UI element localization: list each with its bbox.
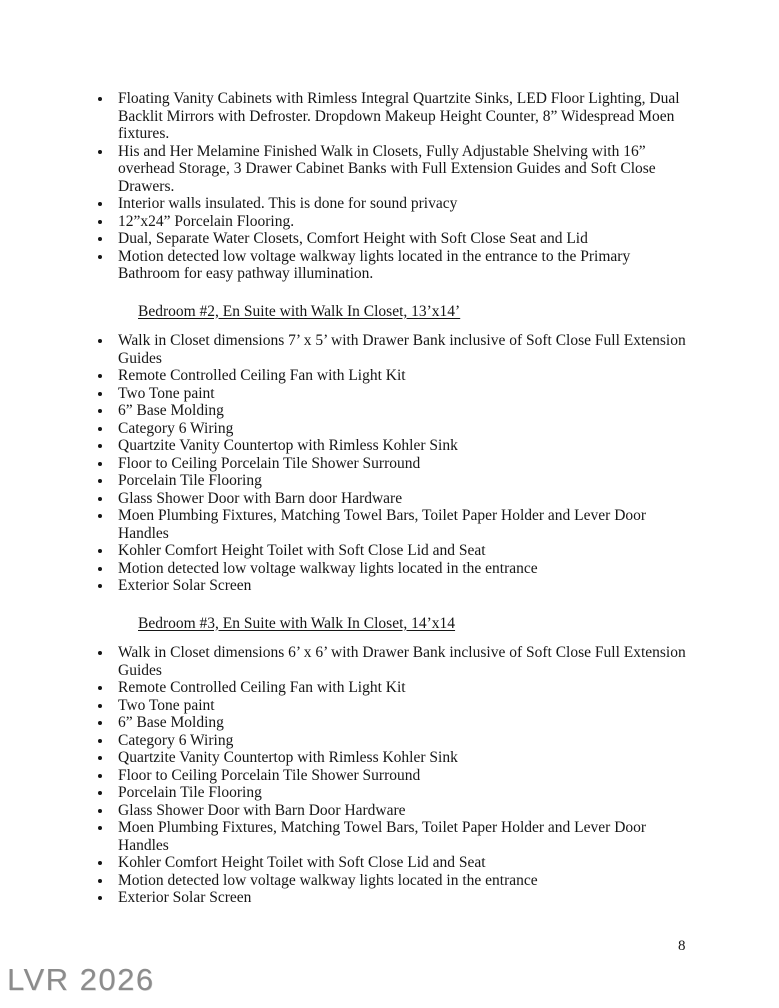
document-content <box>92 90 692 907</box>
page-number: 8 <box>678 938 686 954</box>
list-item: • Category 6 Wiring <box>113 732 692 750</box>
list-item: • 6” Base Molding <box>113 402 692 420</box>
list-item: • Moen Plumbing Fixtures, Matching Towel Bars, Toilet Paper Holder and Lever Door Handles <box>113 819 692 854</box>
bullet-list <box>92 332 692 595</box>
list-item: • Category 6 Wiring <box>113 420 692 438</box>
list-item: • Motion detected low voltage walkway lights located in the entrance to the Primary Bathroom for easy pathway illumination. <box>113 248 692 283</box>
bullet-list <box>92 90 692 283</box>
bullet-list <box>92 644 692 907</box>
list-item: • Motion detected low voltage walkway lights located in the entrance <box>113 560 692 578</box>
list-item: • Quartzite Vanity Countertop with Rimless Kohler Sink <box>113 437 692 455</box>
list-item: • Glass Shower Door with Barn door Hardware <box>113 490 692 508</box>
list-item: • Exterior Solar Screen <box>113 889 692 907</box>
section-heading: Bedroom #3, En Suite with Walk In Closet, 14’x14 <box>138 614 456 632</box>
list-item: • Motion detected low voltage walkway lights located in the entrance <box>113 872 692 890</box>
list-item: • Walk in Closet dimensions 7’ x 5’ with Drawer Bank inclusive of Soft Close Full Extension Guides <box>113 332 692 367</box>
section-heading: Bedroom #2, En Suite with Walk In Closet, 13’x14’ <box>138 302 461 320</box>
list-item: • Floor to Ceiling Porcelain Tile Shower Surround <box>113 767 692 785</box>
list-item: • Remote Controlled Ceiling Fan with Light Kit <box>113 367 692 385</box>
list-item: • Remote Controlled Ceiling Fan with Light Kit <box>113 679 692 697</box>
list-item: • Quartzite Vanity Countertop with Rimless Kohler Sink <box>113 749 692 767</box>
list-item: • Glass Shower Door with Barn Door Hardware <box>113 802 692 820</box>
list-item: • Floor to Ceiling Porcelain Tile Shower Surround <box>113 455 692 473</box>
list-item: • Kohler Comfort Height Toilet with Soft Close Lid and Seat <box>113 542 692 560</box>
list-item: • Porcelain Tile Flooring <box>113 784 692 802</box>
list-item: • Exterior Solar Screen <box>113 577 692 595</box>
list-item: • Dual, Separate Water Closets, Comfort Height with Soft Close Seat and Lid <box>113 230 692 248</box>
list-item: • Moen Plumbing Fixtures, Matching Towel Bars, Toilet Paper Holder and Lever Door Handles <box>113 507 692 542</box>
list-item: • Two Tone paint <box>113 385 692 403</box>
list-item: • 6” Base Molding <box>113 714 692 732</box>
list-item: • Two Tone paint <box>113 697 692 715</box>
list-item: • Walk in Closet dimensions 6’ x 6’ with Drawer Bank inclusive of Soft Close Full Extension Guides <box>113 644 692 679</box>
list-item: • Interior walls insulated. This is done for sound privacy <box>113 195 692 213</box>
list-item: • His and Her Melamine Finished Walk in Closets, Fully Adjustable Shelving with 16” overhead Storage, 3 Drawer Cabinet Banks with Full Extension Guides and Soft Close Drawers. <box>113 143 692 196</box>
list-item: • 12”x24” Porcelain Flooring. <box>113 213 692 231</box>
list-item: • Kohler Comfort Height Toilet with Soft Close Lid and Seat <box>113 854 692 872</box>
list-item: • Porcelain Tile Flooring <box>113 472 692 490</box>
list-item: • Floating Vanity Cabinets with Rimless Integral Quartzite Sinks, LED Floor Lighting, Dual Backlit Mirrors with Defroster. Dropdown Makeup Height Counter, 8” Widespread Moen fixtures. <box>113 90 692 143</box>
watermark-lvr-2026: LVR 2026 <box>7 962 155 997</box>
